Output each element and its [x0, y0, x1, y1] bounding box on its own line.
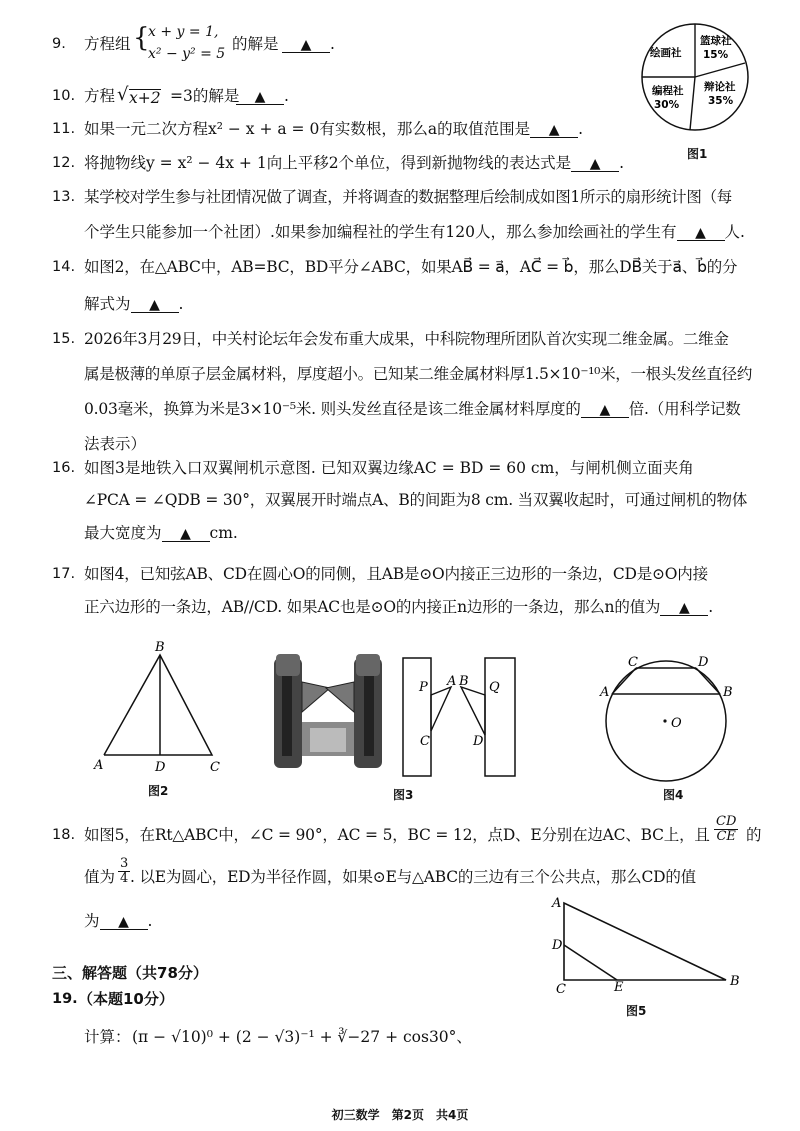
q13-end: 人. — [724, 223, 745, 241]
figure-4-caption: 图4 — [663, 788, 684, 802]
q15-line3: 0.03毫米，换算为米是3×10⁻⁵米. 则头发丝直径是该二维金属材料厚度的 — [84, 400, 581, 418]
pie-pct-debate: 35% — [708, 95, 734, 107]
q10-mid: =3的解是 — [170, 87, 240, 105]
q16-line2: ∠PCA = ∠QDB = 30°，双翼展开时端点A、B的间距为8 cm. 当双翼收起时，可通过闸机的物体 — [84, 491, 748, 509]
q18-line3: 为 — [84, 912, 100, 930]
frac-denominator: CE — [716, 828, 736, 844]
pie-label-basketball: 篮球社 — [700, 35, 732, 47]
turnstile-photo — [270, 650, 388, 770]
section-3-title: 三、解答题（共78分） — [52, 964, 208, 982]
question-number: 13. — [52, 189, 76, 205]
q10-end: . — [284, 87, 289, 105]
q11-end: . — [578, 120, 584, 138]
pie-pct-basketball: 15% — [703, 49, 729, 61]
fig4-label-D: D — [698, 655, 709, 670]
fig2-label-B: B — [155, 640, 165, 655]
q9-suffix: 的解是 — [232, 35, 279, 53]
q16-line1: 如图3是地铁入口双翼闸机示意图. 已知双翼边缘AC = BD = 60 cm，与闸机侧立面夹角 — [84, 459, 694, 477]
q12-end: . — [619, 154, 625, 172]
fig4-label-A: A — [600, 685, 610, 700]
fig3-label-Q: Q — [489, 680, 500, 695]
fig4-label-C: C — [628, 655, 638, 670]
figure-4-circle — [598, 654, 748, 784]
question-number: 16. — [52, 460, 76, 476]
q14-end: . — [178, 295, 184, 313]
q17-end: . — [708, 598, 713, 616]
page-footer: 初三数学 第2页 共4页 — [331, 1108, 469, 1122]
q19-expression: (π − √10)⁰ + (2 − √3)⁻¹ + ∛−27 + cos30°、 — [132, 1028, 472, 1046]
fig3-label-B: B — [459, 674, 469, 689]
pie-label-programming: 编程社 — [652, 85, 684, 97]
question-number: 17. — [52, 566, 76, 582]
q14-line1: 如图2，在△ABC中，AB=BC，BD平分∠ABC，如果AB⃗ = a⃗，AC⃗ = b⃗，那么DB⃗关于a⃗、b⃗的分 — [84, 258, 738, 276]
answer-blank[interactable]: ▲ — [131, 298, 179, 313]
figure-1-caption: 图1 — [687, 147, 708, 161]
q9-eq1: x + y = 1, — [148, 24, 219, 40]
figure-1-pie-chart — [640, 22, 750, 132]
answer-blank[interactable]: ▲ — [677, 226, 725, 241]
figure-2-caption: 图2 — [148, 784, 169, 798]
frac-numerator: CD — [716, 814, 737, 829]
q18-line2b: . 以E为圆心，ED为半径作圆，如果⊙E与△ABC的三边有三个公共点，那么CD的值 — [130, 868, 696, 886]
q19-prefix: 计算： — [84, 1028, 131, 1046]
answer-blank[interactable]: ▲ — [581, 403, 629, 418]
answer-blank[interactable]: ▲ — [236, 90, 284, 105]
q15-end: 倍.（用科学记数 — [628, 400, 741, 418]
q16-line3: 最大宽度为 — [84, 524, 162, 542]
q18-value-fraction — [118, 857, 130, 885]
q12-text: 将抛物线y = x² − 4x + 1向上平移2个单位，得到新抛物线的表达式是 — [84, 154, 572, 172]
q18-line1b: 的 — [746, 826, 762, 844]
question-number: 9. — [52, 36, 66, 52]
q15-line1: 2026年3月29日，中关村论坛年会发布重大成果，中科院物理所团队首次实现二维金属。二维金 — [84, 330, 729, 348]
question-number: 18. — [52, 827, 76, 843]
fig5-label-B: B — [730, 974, 740, 989]
q10-radicand: x+2 — [129, 89, 161, 107]
question-number: 14. — [52, 259, 76, 275]
q19-points: （本题10分） — [78, 990, 174, 1008]
figure-3-caption: 图3 — [393, 788, 414, 802]
q16-end: cm. — [209, 524, 238, 542]
fig3-label-P: P — [419, 680, 428, 695]
fig5-label-A: A — [552, 896, 562, 911]
fig5-label-E: E — [614, 980, 624, 995]
question-number: 11. — [52, 121, 76, 137]
fig4-label-B: B — [723, 685, 733, 700]
answer-blank[interactable]: ▲ — [571, 157, 619, 172]
fig2-label-C: C — [210, 760, 220, 775]
brace-icon: { — [133, 23, 150, 53]
answer-blank[interactable]: ▲ — [162, 527, 210, 542]
question-number: 12. — [52, 155, 76, 171]
q18-line2a: 值为 — [84, 868, 116, 886]
figure-2-triangle — [92, 640, 232, 775]
q17-line1: 如图4，已知弦AB、CD在圆心O的同侧，且AB是⊙O内接正三边形的一条边，CD是⊙O内接 — [84, 565, 708, 583]
answer-blank[interactable]: ▲ — [100, 915, 148, 930]
q9-end: . — [330, 35, 335, 53]
q11-text: 如果一元二次方程x² − x + a = 0有实数根，那么a的取值范围是 — [84, 120, 531, 138]
q10-prefix: 方程 — [84, 87, 116, 105]
q17-line2: 正六边形的一条边，AB//CD. 如果AC也是⊙O的内接正n边形的一条边，那么n的值为 — [84, 598, 661, 616]
q14-line2: 解式为 — [84, 295, 131, 313]
frac-denominator: 4 — [120, 870, 129, 886]
q18-line1a: 如图5，在Rt△ABC中，∠C = 90°，AC = 5，BC = 12，点D、E分别在边AC、BC上，且 — [84, 826, 710, 844]
q18-end: . — [147, 912, 153, 930]
q13-line2: 个学生只能参加一个社团）.如果参加编程社的学生有120人，那么参加绘画社的学生有 — [84, 223, 677, 241]
q15-line4: 法表示） — [84, 435, 147, 453]
q13-line1: 某学校对学生参与社团情况做了调查，并将调查的数据整理后绘制成如图1所示的扇形统计图（每 — [84, 188, 732, 206]
figure-3-gate-diagram — [398, 655, 518, 780]
q9-eq2: x² − y² = 5 — [148, 46, 226, 62]
fig4-label-O: O — [671, 716, 682, 731]
question-number: 10. — [52, 88, 76, 104]
pie-pct-programming: 30% — [654, 99, 680, 111]
pie-label-debate: 辩论社 — [704, 81, 736, 93]
fig3-label-D: D — [473, 734, 484, 749]
fig2-label-A: A — [94, 758, 104, 773]
fig3-label-A: A — [447, 674, 457, 689]
q15-line2: 属是极薄的单原子层金属材料，厚度超小。已知某二维金属材料厚1.5×10⁻¹⁰米，一根头发丝直径约 — [84, 365, 753, 383]
answer-blank[interactable]: ▲ — [660, 601, 708, 616]
fig3-label-C: C — [420, 734, 430, 749]
fig5-label-C: C — [556, 982, 566, 997]
question-number: 19. — [52, 991, 78, 1007]
pie-label-painting: 绘画社 — [650, 47, 682, 59]
figure-5-caption: 图5 — [626, 1004, 647, 1018]
answer-blank[interactable]: ▲ — [530, 123, 578, 138]
figure-5-right-triangle — [550, 895, 750, 995]
question-number: 15. — [52, 331, 76, 347]
fig2-label-D: D — [155, 760, 166, 775]
q9-prefix: 方程组 — [84, 35, 131, 53]
answer-blank[interactable]: ▲ — [282, 38, 330, 53]
frac-numerator: 3 — [120, 856, 129, 871]
sqrt-icon: √ — [117, 84, 129, 105]
q18-ratio-fraction — [714, 815, 738, 843]
fig5-label-D: D — [552, 938, 563, 953]
